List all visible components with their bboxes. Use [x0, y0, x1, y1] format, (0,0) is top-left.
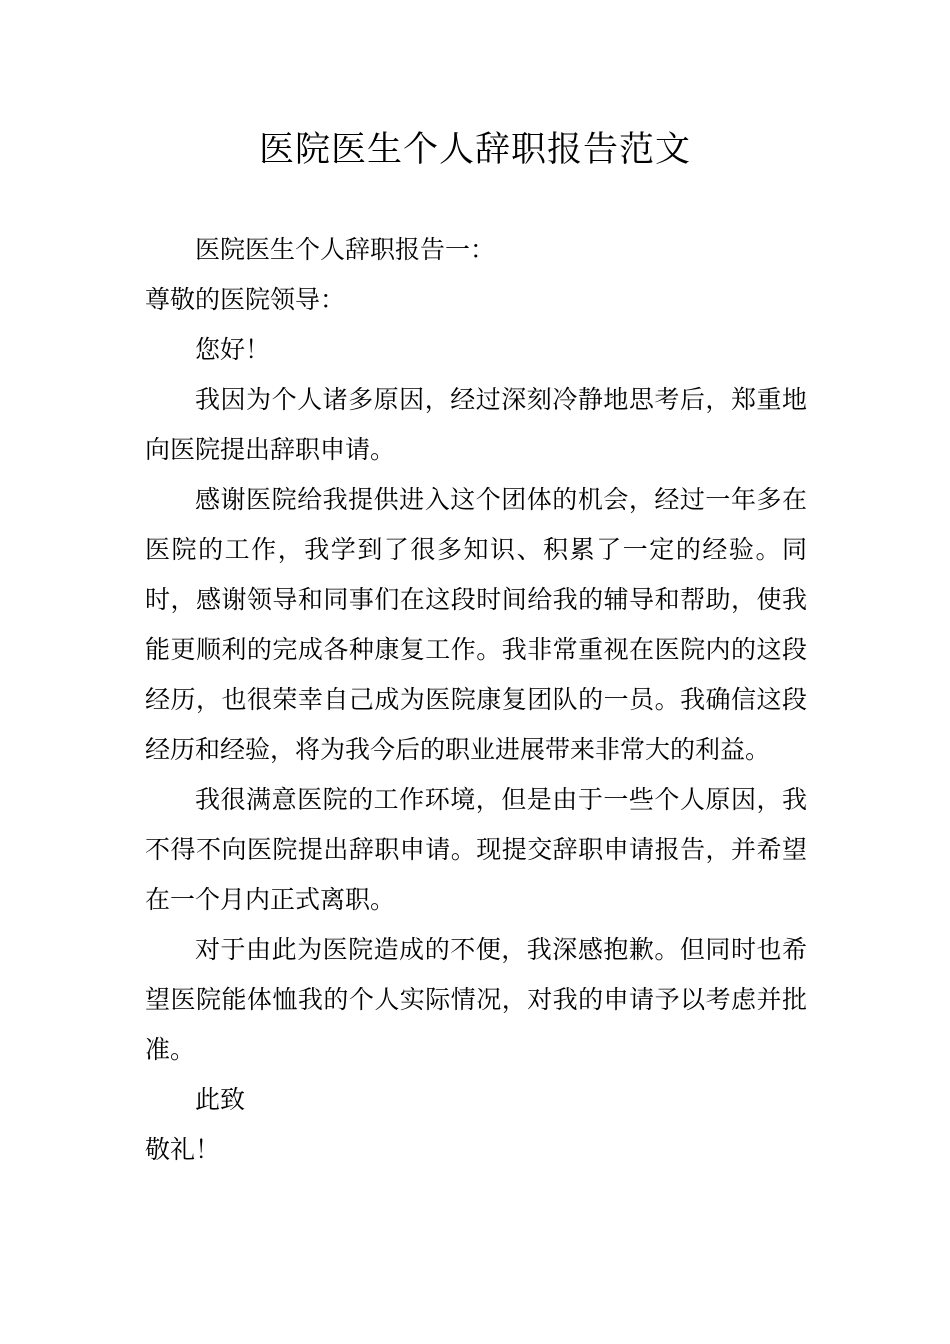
- paragraph-4: 对于由此为医院造成的不便，我深感抱歉。但同时也希望医院能体恤我的个人实际情况，对我的申请予以考虑并批准。: [145, 935, 807, 1064]
- document-title: 医院医生个人辞职报告范文: [258, 130, 691, 170]
- document-body: [145, 225, 807, 1175]
- closing: 此致: [195, 1085, 246, 1114]
- paragraph-3: 我很满意医院的工作环境，但是由于一些个人原因，我不得不向医院提出辞职申请。现提交辞职申请报告，并希望在一个月内正式离职。: [145, 785, 807, 914]
- greeting: 您好！: [195, 335, 271, 364]
- regards: 敬礼！: [145, 1135, 221, 1164]
- paragraph-1: 我因为个人诸多原因，经过深刻冷静地思考后，郑重地向医院提出辞职申请。: [145, 385, 807, 464]
- salutation: 尊敬的医院领导：: [145, 285, 346, 314]
- paragraph-2: 感谢医院给我提供进入这个团体的机会，经过一年多在医院的工作，我学到了很多知识、积累了一定的经验。同时，感谢领导和同事们在这段时间给我的辅导和帮助，使我能更顺利的完成各种康复工作。我非常重视在医院内的这段经历，也很荣幸自己成为医院康复团队的一员。我确信这段经历和经验，将为我今后的职业进展带来非常大的利益。: [145, 485, 807, 764]
- section-heading: 医院医生个人辞职报告一：: [195, 235, 496, 264]
